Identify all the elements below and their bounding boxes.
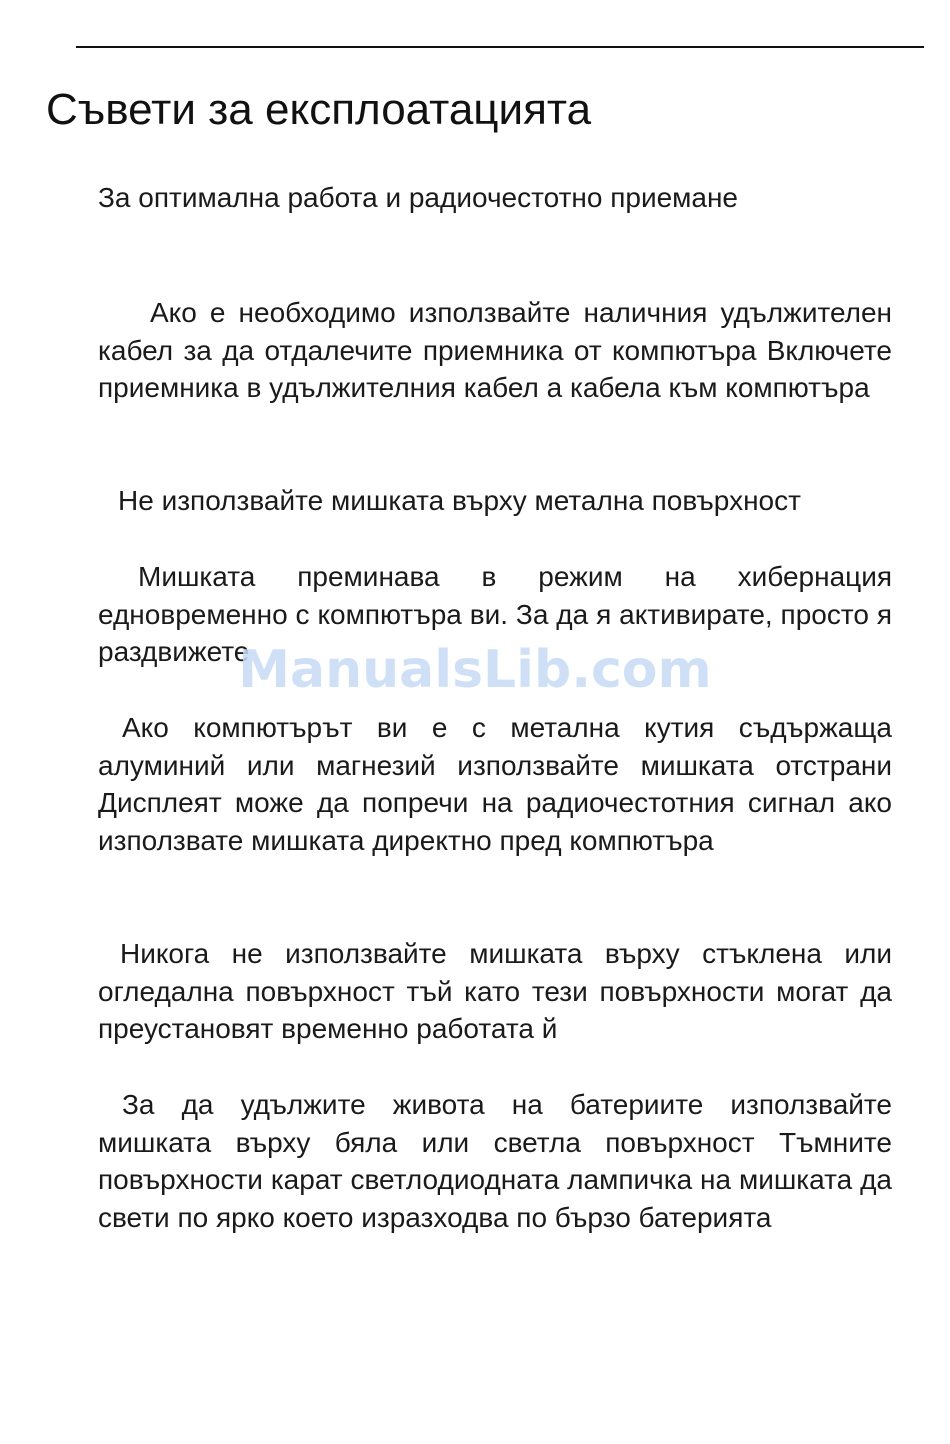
watermark: ManualsLib.com [238, 640, 712, 700]
tip-hibernation: Мишката преминава в режим на хибернация едновременно с компютъра ви. За да я активирате, просто я раздвижете [98, 561, 892, 668]
section-subtitle: За оптимална работа и радиочестотно приемане [98, 182, 739, 213]
page-title: Съвети за експлоатацията [46, 85, 592, 134]
tip-metal-case: Ако компютърът ви е с метална кутия съдържаща алуминий или магнезий използвайте мишката отстрани Дисплеят може да попречи на радиочестотния сигнал ако използвате мишката директно пред компютъра [98, 712, 892, 856]
tip-battery-life: За да удължите живота на батериите използвайте мишката върху бяла или светла повърхност Тъмните повърхности карат светлодиодната лампичка на мишката да свети по ярко което изразходва по бързо батерията [98, 1089, 892, 1233]
tip-extension-cable: Ако е необходимо използвайте наличния удължителен кабел за да отдалечите приемника от компютъра Включете приемника в удължителния кабел а кабела към компютъра [98, 297, 892, 404]
tip-glass-surface: Никога не използвайте мишката върху стъклена или огледална повърхност тъй като тези повърхности могат да преустановят временно работата й [98, 938, 892, 1045]
header-rule [76, 46, 924, 48]
tip-metal-surface: Не използвайте мишката върху метална повърхност [118, 485, 801, 516]
